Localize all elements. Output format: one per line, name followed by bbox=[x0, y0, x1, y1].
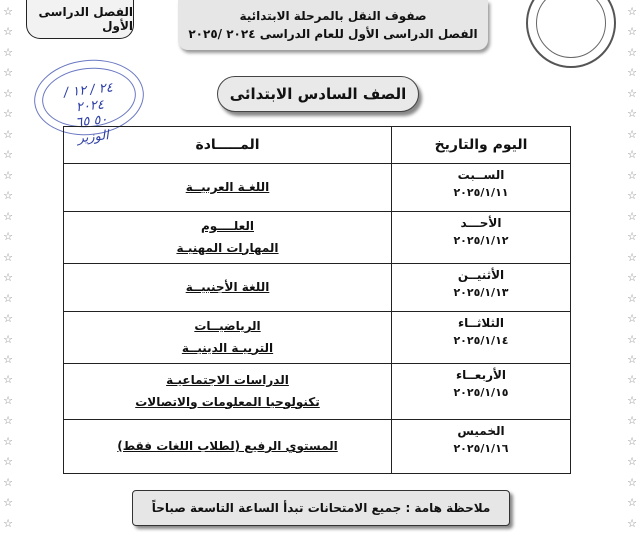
left-star-border: ☆ ☆ ☆ ☆ ☆ ☆ ☆ ☆ ☆ ☆ ☆ ☆ ☆ ☆ ☆ ☆ ☆ ☆ ☆ ☆ ☆ ☆ ☆ ☆ ☆ ☆ bbox=[3, 5, 13, 530]
stamp-line-3: الوزير bbox=[76, 127, 110, 147]
subject: التربيـة الدينيــة bbox=[181, 340, 274, 355]
table-header-row bbox=[64, 127, 571, 164]
day-cell bbox=[392, 364, 571, 420]
table-row bbox=[64, 164, 571, 212]
day-date: ٢٠٢٥/١/١٢ bbox=[453, 234, 509, 247]
table-row bbox=[64, 312, 571, 364]
table-row bbox=[64, 364, 571, 420]
document-header bbox=[178, 0, 488, 50]
day-name: الســبت bbox=[457, 168, 505, 182]
subject-cell bbox=[64, 212, 392, 264]
grade-title bbox=[217, 76, 419, 112]
subject-cell bbox=[64, 364, 392, 420]
subject: الرياضيــات bbox=[194, 318, 261, 333]
subject-cell bbox=[64, 420, 392, 474]
day-cell bbox=[392, 264, 571, 312]
stamp-line-2: ٥٠ ٦٥ bbox=[74, 112, 109, 131]
day-date: ٢٠٢٥/١/١٦ bbox=[453, 442, 509, 455]
table-row bbox=[64, 264, 571, 312]
day-cell bbox=[392, 212, 571, 264]
subject: العلــــوم bbox=[200, 218, 254, 233]
important-note-text: ملاحظة هامة : جميع الامتحانات تبدأ الساعة التاسعة صباحاً bbox=[151, 501, 491, 515]
day-cell bbox=[392, 164, 571, 212]
exam-schedule-table bbox=[63, 126, 571, 474]
right-star-border: ☆ ☆ ☆ ☆ ☆ ☆ ☆ ☆ ☆ ☆ ☆ ☆ ☆ ☆ ☆ ☆ ☆ ☆ ☆ ☆ ☆ ☆ ☆ ☆ ☆ ☆ bbox=[627, 5, 637, 530]
day-cell bbox=[392, 420, 571, 474]
subject: اللغة الأجنبيــة bbox=[185, 279, 270, 294]
subject-cell bbox=[64, 264, 392, 312]
day-name: الأربعــاء bbox=[455, 368, 507, 382]
day-date: ٢٠٢٥/١/١٣ bbox=[453, 286, 509, 299]
subject: الدراسات الاجتماعيـة bbox=[166, 372, 289, 387]
semester-corner-text: الفصل الدراسى الأول bbox=[38, 5, 133, 33]
ministry-logo bbox=[526, 0, 616, 68]
day-cell bbox=[392, 312, 571, 364]
grade-title-text: الصف السادس الابتدائى bbox=[229, 85, 407, 103]
subject: المستوي الرفيع (لطلاب اللغات فقط) bbox=[117, 438, 338, 453]
header-line-1: صفوف النقل بالمرحلة الابتدائية bbox=[239, 9, 427, 23]
day-name: الأحـــد bbox=[460, 216, 502, 230]
table-row bbox=[64, 212, 571, 264]
day-date: ٢٠٢٥/١/١٥ bbox=[453, 386, 509, 399]
semester-corner-label bbox=[26, 0, 134, 39]
subject-cell bbox=[64, 312, 392, 364]
day-date: ٢٠٢٥/١/١٤ bbox=[453, 334, 509, 347]
day-name: الأثنيــن bbox=[457, 268, 505, 282]
day-date: ٢٠٢٥/١/١١ bbox=[453, 186, 509, 199]
col-day-header: اليوم والتاريخ bbox=[392, 127, 571, 164]
stamp-line-1: ٢٤ / ١٢ / ٢٠٢٤ bbox=[63, 80, 114, 115]
subject: اللغـة العربيــة bbox=[185, 179, 270, 194]
day-name: الثلاثــاء bbox=[458, 316, 504, 330]
header-line-2: الفصل الدراسى الأول للعام الدراسى ٢٠٢٤ /٢٠٢٥ bbox=[188, 27, 478, 41]
subject: المهارات المهنيـة bbox=[176, 240, 279, 255]
col-subject-header: المـــــادة bbox=[64, 127, 392, 164]
subject-cell bbox=[64, 164, 392, 212]
day-name: الخميس bbox=[457, 424, 505, 438]
important-note bbox=[132, 490, 510, 526]
subject: تكنولوجيا المعلومات والاتصالات bbox=[135, 394, 320, 409]
table-row bbox=[64, 420, 571, 474]
